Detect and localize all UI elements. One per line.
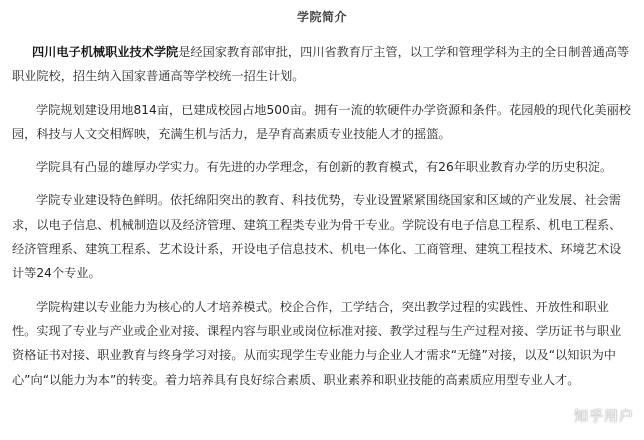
paragraph-majors: 学院专业建设特色鲜明。依托绵阳突出的教育、科技优势，专业设置紧紧围绕国家和区域的产业发展、社会需求，以电子信息、机械制造以及经济管理、建筑工程类专业为骨干专业。学院设有电子信息工程系、机电工程系、经济管理系、建筑工程系、艺术设计系，开设电子信息技术、机电一体化、工商管理、建筑工程技术、环境艺术设计等24个专业。 — [12, 193, 622, 281]
paragraph-campus: 学院规划建设用地814亩，已建成校园占地500亩。拥有一流的软硬件办学资源和条件。花园般的现代化美丽校园，科技与人文交相辉映，充满生机与活力，是孕育高素质专业技能人才的摇篮。 — [12, 102, 631, 141]
paragraph-intro — [12, 40, 632, 89]
paragraph-strength: 学院具有凸显的雄厚办学实力。有先进的办学理念，有创新的教育模式，有26年职业教育办学的历史积淀。 — [36, 160, 613, 175]
article-body — [12, 40, 632, 401]
paragraph-intro-text: 是经国家教育部审批，四川省教育厅主管，以工学和管理学科为主的全日制普通高等职业院校，招生纳入国家普通高等学校统一招生计划。 — [12, 45, 630, 84]
watermark-text: 知乎用户 — [574, 409, 634, 425]
page-title: 学院简介 — [296, 10, 347, 24]
paragraph-training-model: 学院构建以专业能力为核心的人才培养模式。校企合作，工学结合，突出教学过程的实践性、开放性和职业性。实现了专业与产业或企业对接、课程内容与职业或岗位标准对接、教学过程与生产过程对接、学历证书与职业资格证书对接、职业教育与终身学习对接。从而实现学生专业能力与企业人才需求“无缝”对接，以及“以知识为中心”向“以能力为本”的转变。着力培养具有良好综合素质、职业素养和职业技能的高素质应用型专业人才。 — [12, 299, 622, 387]
school-name: 四川电子机械职业技术学院 — [32, 45, 179, 59]
